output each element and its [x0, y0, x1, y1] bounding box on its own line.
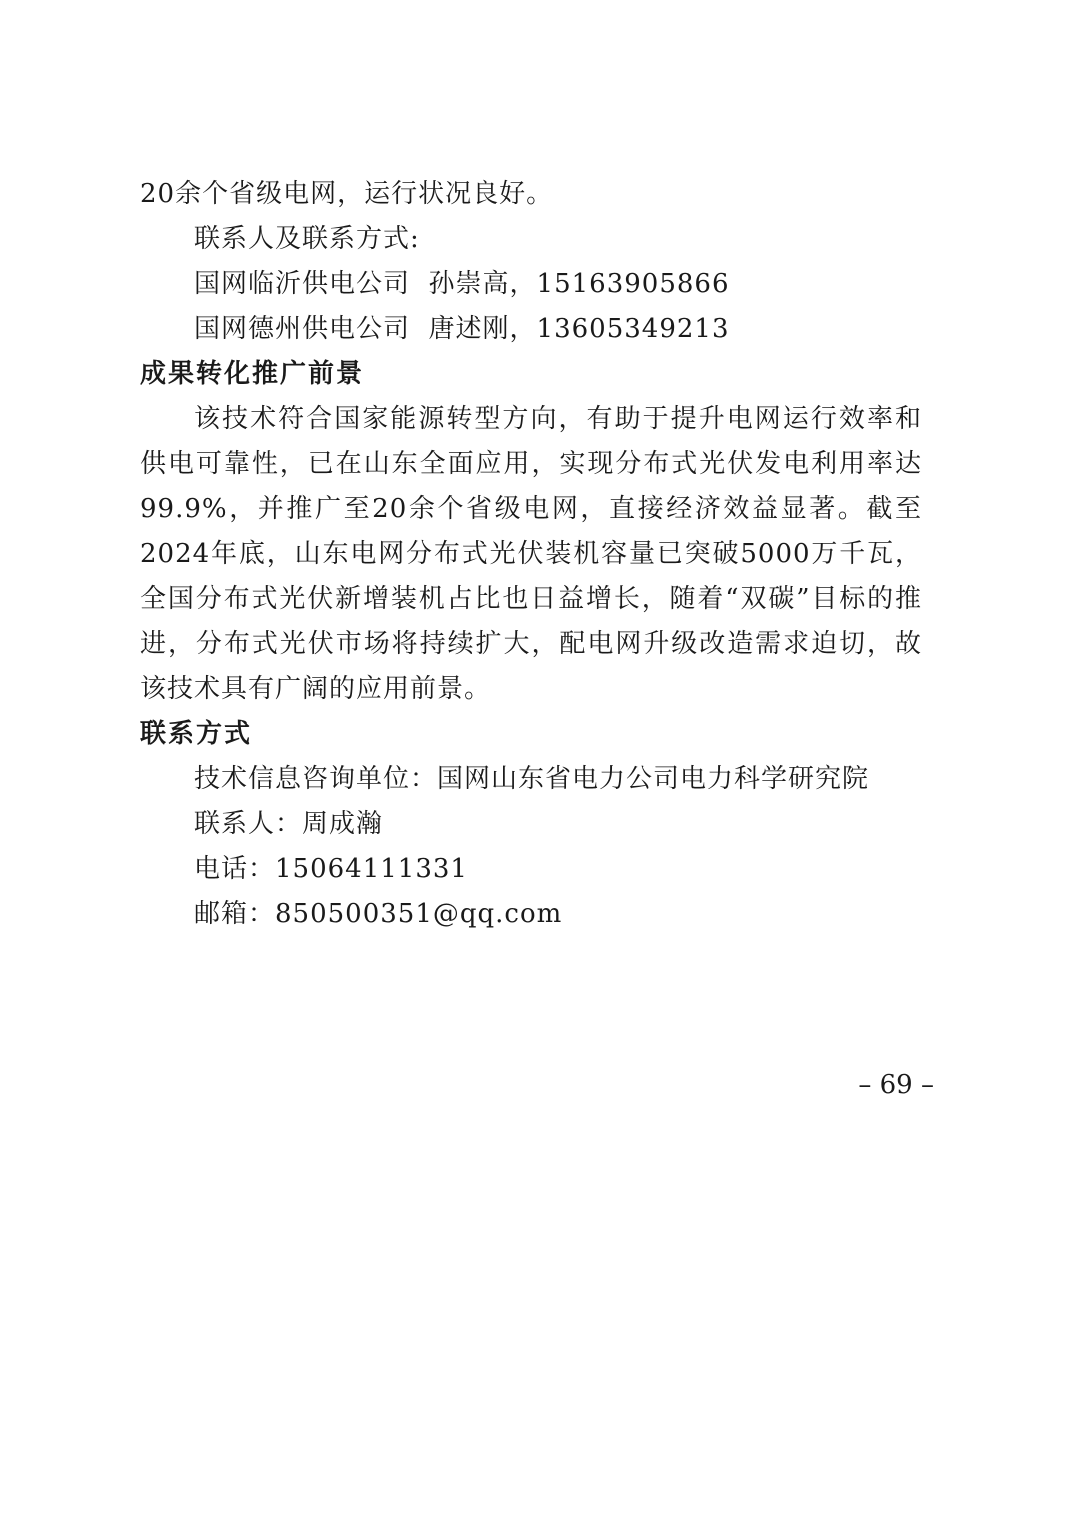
contact-heading: 联系方式 [140, 719, 253, 749]
contact-phone: 电话：15064111331 [194, 854, 468, 884]
contact-intro: 联系人及联系方式: [194, 224, 420, 254]
contact-dezhou: 国网德州供电公司 唐述刚，13605349213 [194, 314, 730, 344]
consult-unit: 技术信息咨询单位：国网山东省电力公司电力科学研究院 [194, 764, 870, 794]
prospect-heading: 成果转化推广前景 [140, 359, 365, 389]
document-body [140, 172, 922, 937]
prospect-paragraph: 该技术符合国家能源转型方向，有助于提升电网运行效率和供电可靠性，已在山东全面应用，实现分布式光伏发电利用率达99.9%，并推广至20余个省级电网，直接经济效益显著。截至2024年底，山东电网分布式光伏装机容量已突破5000万千瓦，全国分布式光伏新增装机占比也日益增长，随着“双碳”目标的推进，分布式光伏市场将持续扩大，配电网升级改造需求迫切，故该技术具有广阔的应用前景。 [140, 404, 922, 704]
contact-email: 邮箱：850500351@qq.com [194, 899, 563, 929]
contact-person: 联系人：周成瀚 [194, 809, 384, 839]
page-number: – 69 – [858, 1070, 934, 1100]
continuation-text: 20余个省级电网，运行状况良好。 [140, 179, 554, 209]
contact-linyi: 国网临沂供电公司 孙崇高，15163905866 [194, 269, 730, 299]
